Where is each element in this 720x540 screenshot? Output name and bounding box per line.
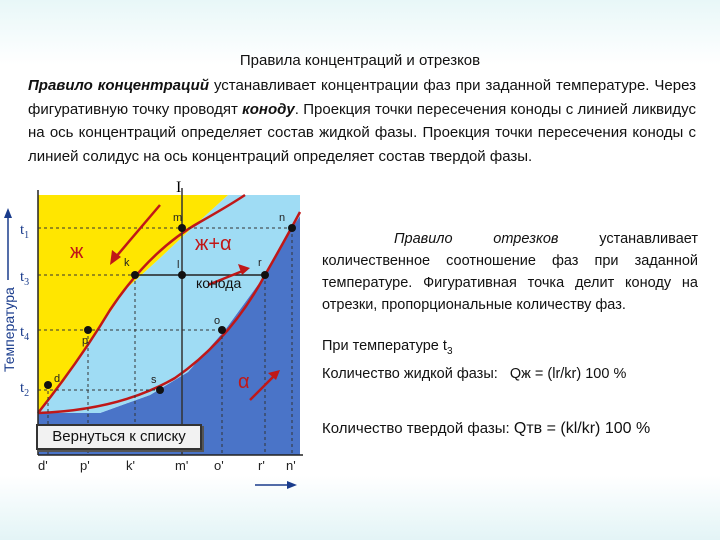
x-label-d: d' — [38, 458, 48, 473]
back-to-list-button[interactable]: Вернуться к списку — [36, 424, 202, 450]
x-label-p: p' — [80, 458, 90, 473]
t3-sub: 3 — [24, 277, 30, 288]
konoda-label: конода — [196, 275, 242, 291]
point-o: o — [214, 315, 221, 327]
temperature-line — [322, 338, 453, 357]
region-mix-label: ж+α — [195, 233, 232, 255]
t2-sub: 2 — [24, 388, 30, 399]
concentration-rule-name: Правило концентраций — [28, 77, 209, 94]
page-title: Правила концентраций и отрезков — [239, 52, 481, 69]
solid-quantity-line — [322, 420, 650, 438]
liquid-quantity-label: Количество жидкой фазы: — [322, 366, 498, 382]
x-label-k: k' — [126, 458, 135, 473]
t4-sub: 4 — [24, 332, 30, 343]
temperature-sub: 3 — [446, 345, 453, 357]
svg-text:t1 — [20, 222, 29, 241]
solid-quantity-label: Количество твердой фазы: — [322, 420, 510, 437]
y-axis-label: Температура — [1, 287, 17, 372]
point-k: k — [124, 257, 130, 269]
x-label-n: n' — [286, 458, 296, 473]
point-r: r — [258, 257, 262, 269]
svg-text:t2 — [20, 380, 29, 399]
concentration-rule-paragraph — [28, 74, 696, 172]
t1-label: t — [20, 222, 25, 238]
svg-text:t3 — [20, 269, 29, 288]
point-l: l — [177, 259, 180, 271]
point-m: m — [173, 212, 183, 224]
svg-text:t4 — [20, 324, 29, 343]
intro-text-2: . Проекция точки пересечения коноды с линией ликвидус на ось концентраций определяет состав жидкой фазы. Проекция точки пересечения коноды с линией солидус на ось концентраций определяет состав твердой фазы. — [28, 100, 696, 165]
x-label-m: m' — [175, 458, 189, 473]
segments-rule-text: устанавливает количественное соотношение фаз при заданной температуре. Фигуративная точка делит коноду на отрезки, пропорциональные количеству фаз. — [322, 231, 698, 313]
x-label-o: o' — [214, 458, 224, 473]
vertical-label: I — [176, 179, 182, 196]
point-p: p — [82, 335, 89, 347]
segments-rule-paragraph — [322, 228, 698, 316]
intro-text-1: устанавливает концентрации фаз при заданной температуре. Через фигуративную точку проводят — [28, 77, 696, 118]
solid-quantity-formula: Qтв = (kl/kr) 100 % — [513, 420, 651, 437]
t3-label: t — [20, 269, 25, 285]
point-s: s — [151, 374, 157, 386]
t2-label: t — [20, 380, 25, 396]
point-d: d — [54, 373, 61, 385]
liquid-quantity-line — [322, 366, 626, 382]
segments-rule-name: Правило отрезков — [394, 231, 559, 247]
point-n: n — [279, 212, 286, 224]
temperature-text: При температуре t — [322, 338, 447, 354]
x-label-r: r' — [258, 458, 265, 473]
konoda-term: коноду — [242, 100, 295, 118]
liquid-quantity-formula: Qж = (lr/kr) 100 % — [509, 366, 627, 382]
region-liquid-label: ж — [70, 241, 84, 263]
t1-sub: 1 — [24, 230, 30, 241]
region-solid-label: α — [238, 371, 250, 393]
t4-label: t — [20, 324, 25, 340]
